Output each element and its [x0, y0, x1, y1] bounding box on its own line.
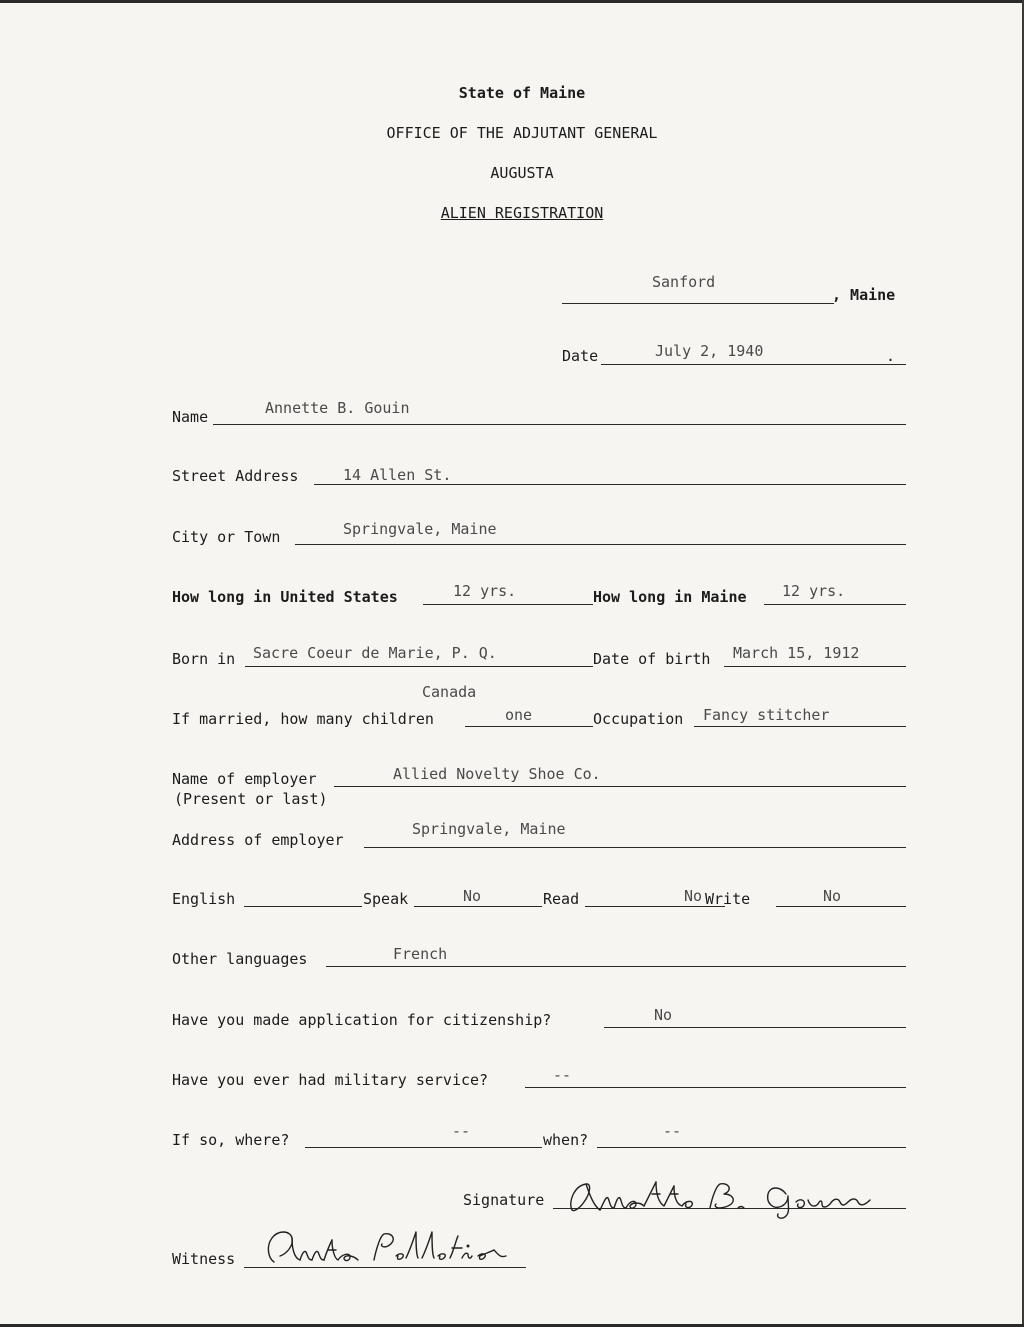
how-long-us-value: 12 yrs. — [453, 582, 517, 600]
english-label: English — [172, 890, 236, 908]
when-line — [597, 1147, 906, 1148]
how-long-me-line — [764, 604, 906, 605]
occupation-value: Fancy stitcher — [703, 706, 830, 724]
citizenship-line — [604, 1027, 906, 1028]
how-long-me-label: How long in Maine — [593, 588, 747, 606]
military-value: -- — [553, 1066, 572, 1084]
where-label: If so, where? — [172, 1131, 290, 1149]
married-label: If married, how many children — [172, 710, 434, 728]
read-value: No — [684, 887, 703, 905]
date-end-mark: . — [886, 347, 896, 365]
header-state: State of Maine — [458, 84, 586, 102]
employer-address-line — [364, 847, 906, 848]
speak-line — [414, 906, 542, 907]
children-line — [465, 726, 593, 727]
occupation-label: Occupation — [593, 710, 684, 728]
write-line — [776, 906, 906, 907]
city-value: Springvale, Maine — [343, 520, 497, 538]
born-in-line — [245, 666, 593, 667]
how-long-us-label: How long in United States — [172, 588, 398, 606]
name-line — [213, 424, 906, 425]
other-languages-line — [326, 966, 906, 967]
how-long-us-line — [423, 604, 593, 605]
signature-label: Signature — [463, 1191, 545, 1209]
header-city: AUGUSTA — [490, 164, 554, 182]
employer-line — [334, 786, 906, 787]
street-value: 14 Allen St. — [343, 466, 452, 484]
other-languages-value: French — [393, 945, 448, 963]
children-value: one — [505, 706, 533, 724]
witness-label: Witness — [172, 1250, 236, 1268]
town-value: Sanford — [652, 273, 716, 291]
born-in-label: Born in — [172, 650, 236, 668]
write-value: No — [823, 887, 842, 905]
write-label: Write — [705, 890, 751, 908]
date-value: July 2, 1940 — [655, 342, 764, 360]
how-long-me-value: 12 yrs. — [782, 582, 846, 600]
witness-signature — [250, 1222, 530, 1272]
name-label: Name — [172, 408, 209, 426]
other-languages-label: Other languages — [172, 950, 308, 968]
when-value: -- — [663, 1122, 682, 1140]
street-line — [314, 484, 906, 485]
military-line — [525, 1087, 906, 1088]
read-label: Read — [543, 890, 580, 908]
military-label: Have you ever had military service? — [172, 1071, 489, 1089]
street-label: Street Address — [172, 467, 299, 485]
date-line — [601, 364, 906, 365]
english-line — [244, 906, 362, 907]
dob-label: Date of birth — [593, 650, 711, 668]
occupation-line — [694, 726, 906, 727]
speak-label: Speak — [363, 890, 409, 908]
citizenship-value: No — [654, 1006, 673, 1024]
state-suffix-label: , Maine — [832, 286, 896, 304]
dob-value: March 15, 1912 — [733, 644, 860, 662]
town-line — [562, 303, 834, 304]
name-value: Annette B. Gouin — [265, 399, 410, 417]
when-label: when? — [543, 1131, 589, 1149]
where-value: -- — [452, 1122, 471, 1140]
header-office: OFFICE OF THE ADJUTANT GENERAL — [386, 124, 658, 142]
read-line — [585, 906, 725, 907]
speak-value: No — [463, 887, 482, 905]
born-country-value: Canada — [422, 683, 477, 701]
employer-note: (Present or last) — [174, 790, 328, 808]
date-label: Date — [562, 347, 599, 365]
applicant-signature — [560, 1172, 910, 1222]
city-line — [295, 544, 906, 545]
employer-value: Allied Novelty Shoe Co. — [393, 765, 601, 783]
dob-line — [724, 666, 906, 667]
where-line — [305, 1147, 542, 1148]
born-in-value: Sacre Coeur de Marie, P. Q. — [253, 644, 497, 662]
scan-border-top — [0, 0, 1024, 3]
form-title: ALIEN REGISTRATION — [440, 204, 604, 222]
employer-label: Name of employer — [172, 770, 317, 788]
city-label: City or Town — [172, 528, 281, 546]
employer-address-label: Address of employer — [172, 831, 344, 849]
employer-address-value: Springvale, Maine — [412, 820, 566, 838]
citizenship-label: Have you made application for citizenship? — [172, 1011, 552, 1029]
